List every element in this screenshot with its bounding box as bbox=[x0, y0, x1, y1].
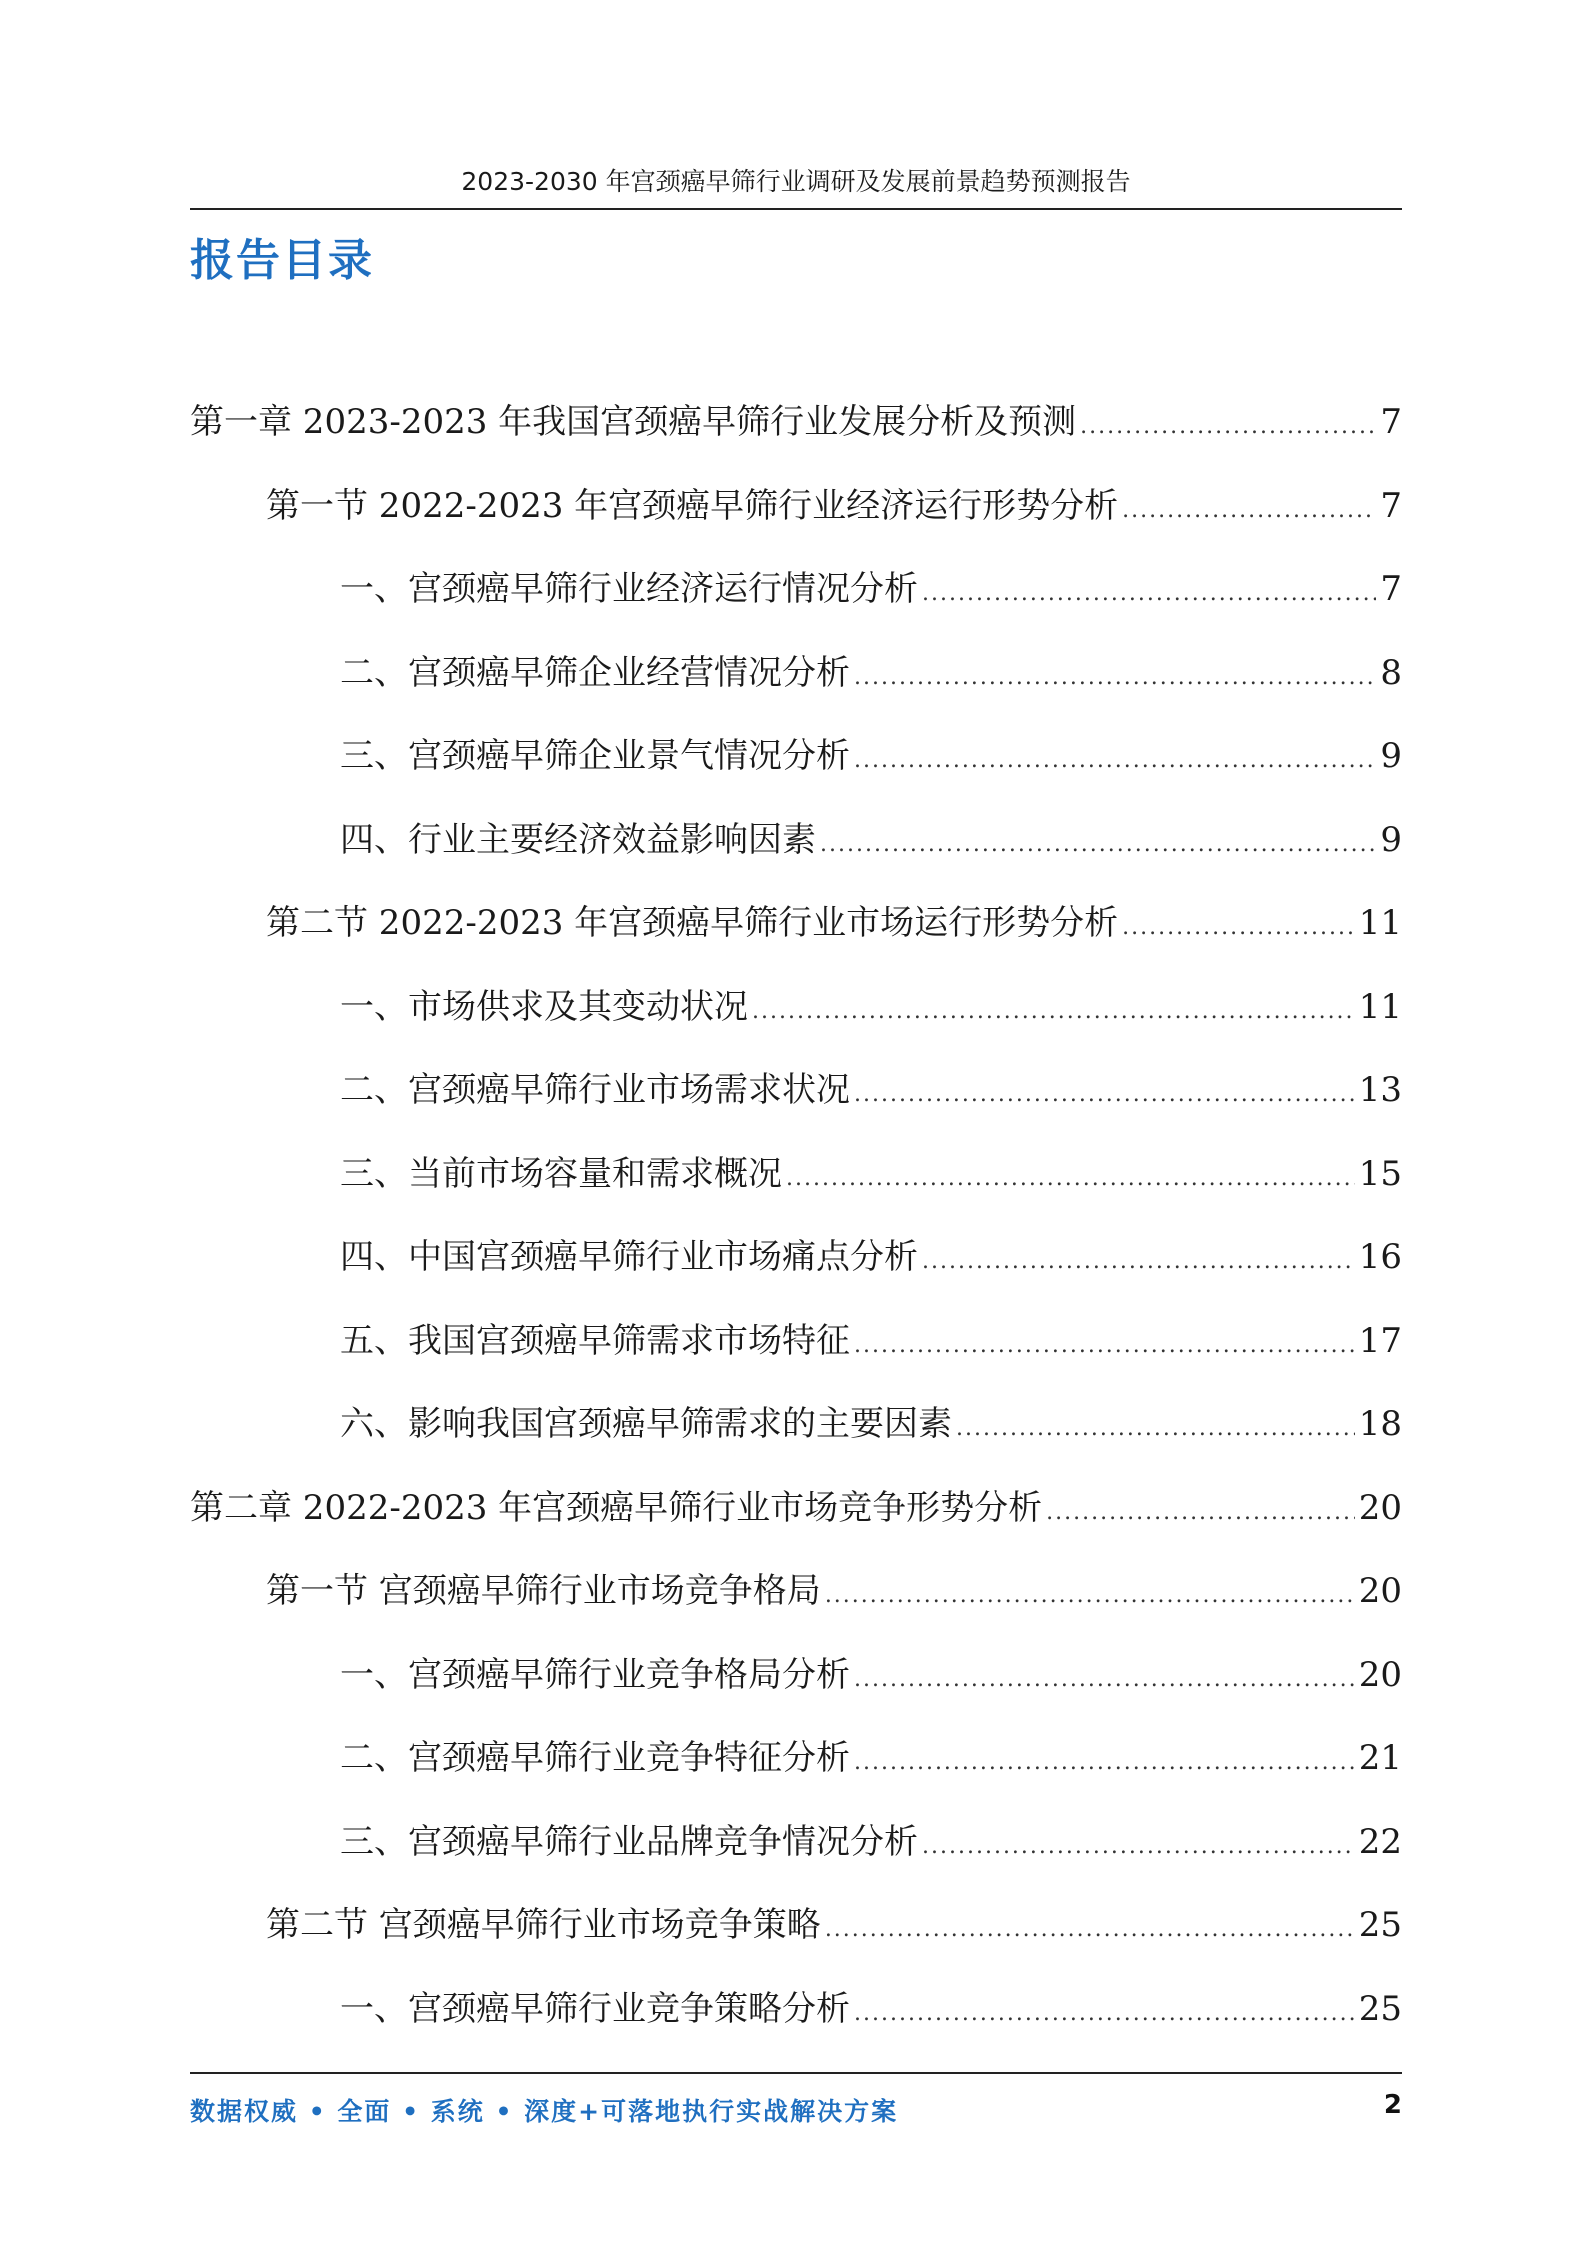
toc-entry-title: 一、宫颈癌早筛行业竞争格局分析 bbox=[340, 1654, 850, 1695]
toc-entry-title: 第一节 2022-2023 年宫颈癌早筛行业经济运行形势分析 bbox=[266, 485, 1119, 526]
toc-entry-title: 五、我国宫颈癌早筛需求市场特征 bbox=[340, 1320, 850, 1361]
toc-entry-page: 11 bbox=[1358, 903, 1402, 943]
toc-entry-page: 21 bbox=[1358, 1738, 1402, 1778]
toc-entry[interactable] bbox=[340, 1736, 1402, 1785]
toc-entry-page: 16 bbox=[1358, 1237, 1402, 1277]
toc-entry-title: 第二节 2022-2023 年宫颈癌早筛行业市场运行形势分析 bbox=[266, 903, 1119, 943]
toc-entry-page: 9 bbox=[1380, 819, 1402, 860]
toc-entry-page: 11 bbox=[1358, 986, 1402, 1027]
footer-divider bbox=[190, 2072, 1402, 2074]
toc-entry[interactable] bbox=[190, 1486, 1402, 1535]
toc-entry-page: 25 bbox=[1358, 1988, 1402, 2029]
footer-slogan: 数据权威 • 全面 • 系统 • 深度+可落地执行实战解决方案 bbox=[190, 2097, 899, 2126]
toc-entry-title: 四、中国宫颈癌早筛行业市场痛点分析 bbox=[340, 1237, 918, 1277]
toc-entry-title: 第一章 2023-2023 年我国宫颈癌早筛行业发展分析及预测 bbox=[190, 402, 1077, 442]
toc-entry[interactable] bbox=[340, 1319, 1402, 1368]
toc-entry-page: 7 bbox=[1380, 485, 1402, 526]
toc-dot-leader bbox=[854, 1741, 1355, 1785]
toc-entry-page: 17 bbox=[1358, 1320, 1402, 1361]
toc-entry-page: 8 bbox=[1380, 652, 1402, 693]
toc-dot-leader bbox=[825, 1574, 1355, 1618]
toc-entry-page: 20 bbox=[1358, 1654, 1402, 1695]
toc-entry[interactable] bbox=[340, 985, 1402, 1034]
running-header: 2023-2030 年宫颈癌早筛行业调研及发展前景趋势预测报告 bbox=[461, 167, 1131, 196]
toc-entry[interactable] bbox=[266, 1569, 1402, 1618]
toc-entry[interactable] bbox=[266, 484, 1402, 533]
toc-dot-leader bbox=[854, 1073, 1355, 1117]
toc-entry-title: 二、宫颈癌早筛企业经营情况分析 bbox=[340, 652, 850, 693]
toc-dot-leader bbox=[854, 1324, 1355, 1368]
toc-entry-page: 7 bbox=[1380, 569, 1402, 609]
toc-entry[interactable] bbox=[340, 1987, 1402, 2036]
toc-dot-leader bbox=[825, 1908, 1355, 1952]
toc-dot-leader bbox=[854, 1658, 1355, 1702]
toc-dot-leader bbox=[752, 990, 1355, 1034]
toc-entry-title: 六、影响我国宫颈癌早筛需求的主要因素 bbox=[340, 1404, 952, 1444]
toc-entry-title: 第一节 宫颈癌早筛行业市场竞争格局 bbox=[266, 1571, 821, 1611]
toc-entry[interactable] bbox=[340, 1235, 1402, 1284]
toc-entry[interactable] bbox=[266, 901, 1402, 950]
toc-entry-title: 四、行业主要经济效益影响因素 bbox=[340, 819, 816, 860]
toc-entry[interactable] bbox=[340, 567, 1402, 616]
toc-entry-title: 一、市场供求及其变动状况 bbox=[340, 986, 748, 1027]
toc-dot-leader bbox=[854, 656, 1376, 700]
toc-entry[interactable] bbox=[266, 1903, 1402, 1952]
toc-dot-leader bbox=[786, 1157, 1355, 1201]
toc-entry[interactable] bbox=[340, 818, 1402, 867]
toc-entry[interactable] bbox=[340, 1402, 1402, 1451]
page-number: 2 bbox=[1383, 2090, 1402, 2120]
toc-entry-page: 20 bbox=[1358, 1487, 1402, 1528]
toc-entry-page: 18 bbox=[1358, 1404, 1402, 1444]
header-divider bbox=[190, 208, 1402, 210]
toc-entry-title: 第二节 宫颈癌早筛行业市场竞争策略 bbox=[266, 1905, 821, 1945]
toc-entry[interactable] bbox=[340, 1653, 1402, 1702]
toc-entry-title: 三、宫颈癌早筛行业品牌竞争情况分析 bbox=[340, 1821, 918, 1862]
toc-entry-page: 9 bbox=[1380, 736, 1402, 776]
toc-entry-title: 第二章 2022-2023 年宫颈癌早筛行业市场竞争形势分析 bbox=[190, 1487, 1043, 1528]
toc-dot-leader bbox=[854, 739, 1376, 783]
toc-heading: 报告目录 bbox=[190, 235, 374, 286]
toc-entry[interactable] bbox=[340, 734, 1402, 783]
toc-entry-page: 22 bbox=[1358, 1821, 1402, 1862]
toc-entry[interactable] bbox=[340, 1820, 1402, 1869]
toc-dot-leader bbox=[956, 1407, 1355, 1451]
toc-entry-page: 25 bbox=[1358, 1905, 1402, 1945]
toc-dot-leader bbox=[1122, 906, 1355, 950]
toc-dot-leader bbox=[1122, 489, 1376, 533]
toc-entry-title: 二、宫颈癌早筛行业竞争特征分析 bbox=[340, 1738, 850, 1778]
toc-dot-leader bbox=[820, 823, 1376, 867]
toc-entry[interactable] bbox=[340, 1068, 1402, 1117]
toc-entry-title: 三、当前市场容量和需求概况 bbox=[340, 1153, 782, 1194]
toc-entry-page: 20 bbox=[1358, 1571, 1402, 1611]
toc-entry-page: 15 bbox=[1358, 1153, 1402, 1194]
toc-entry-title: 一、宫颈癌早筛行业经济运行情况分析 bbox=[340, 569, 918, 609]
toc-entry-page: 7 bbox=[1380, 402, 1402, 442]
toc-dot-leader bbox=[922, 1825, 1355, 1869]
toc-dot-leader bbox=[854, 1992, 1355, 2036]
toc-entry[interactable] bbox=[190, 400, 1402, 449]
toc-dot-leader bbox=[922, 572, 1376, 616]
toc-entry-title: 二、宫颈癌早筛行业市场需求状况 bbox=[340, 1070, 850, 1110]
toc-dot-leader bbox=[1080, 405, 1376, 449]
toc-entry-title: 三、宫颈癌早筛企业景气情况分析 bbox=[340, 736, 850, 776]
toc-entry-page: 13 bbox=[1358, 1070, 1402, 1110]
toc-entry[interactable] bbox=[340, 1152, 1402, 1201]
toc-dot-leader bbox=[922, 1240, 1355, 1284]
toc-entry-title: 一、宫颈癌早筛行业竞争策略分析 bbox=[340, 1988, 850, 2029]
toc-entry[interactable] bbox=[340, 651, 1402, 700]
toc-dot-leader bbox=[1046, 1491, 1355, 1535]
